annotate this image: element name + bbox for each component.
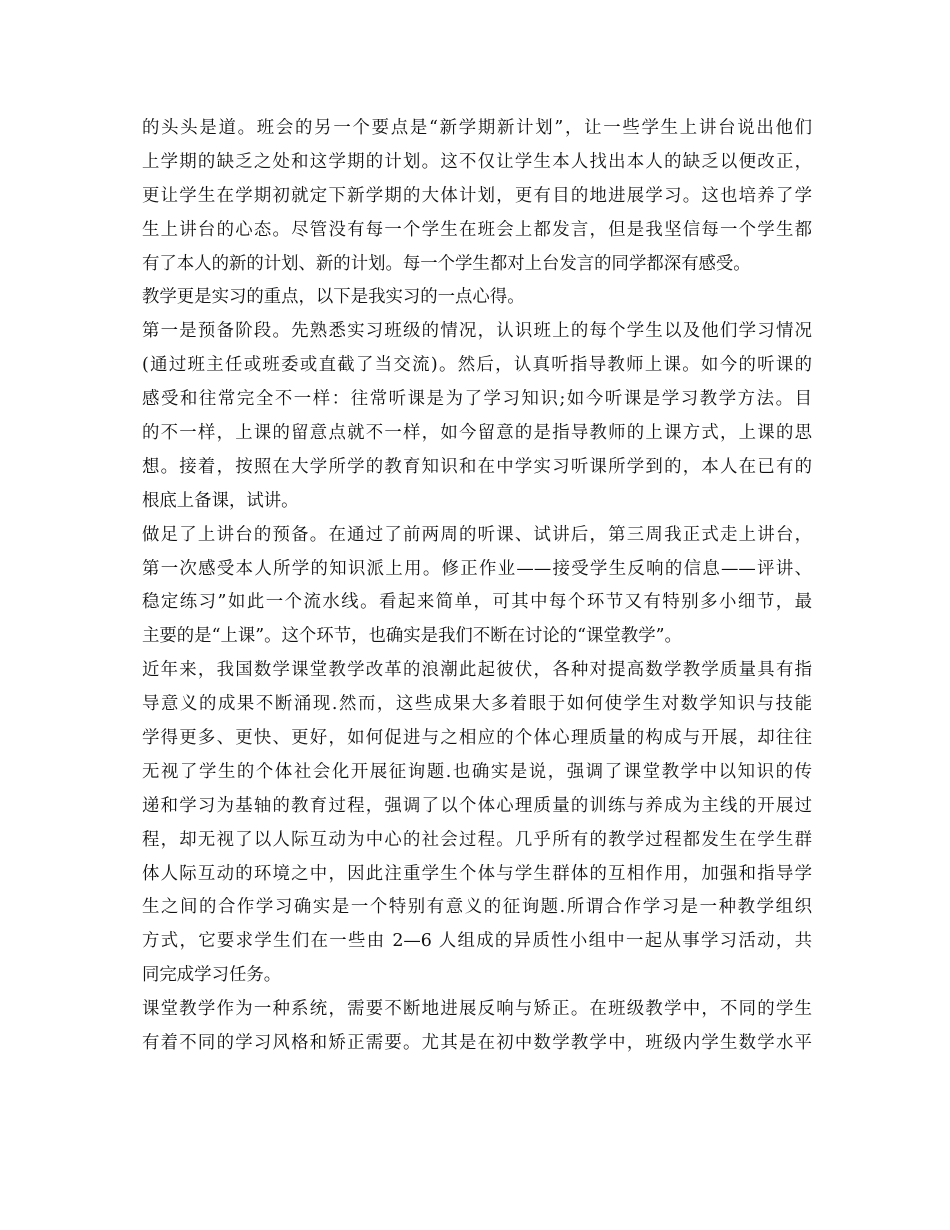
text-line: 稳定练习”如此一个流水线。看起来简单，可其中每个环节又有特别多小细节，最 xyxy=(142,592,812,613)
text-line: 的不一样，上课的留意点就不一样，如今留意的是指导教师的上课方式，上课的思 xyxy=(142,423,812,444)
text-line: 程，却无视了以人际互动为中心的社会过程。几乎所有的教学过程都发生在学生群 xyxy=(142,829,812,850)
text-line: 生上讲台的心态。尽管没有每一个学生在班会上都发言，但是我坚信每一个学生都 xyxy=(142,219,812,240)
text-line: 方式，它要求学生们在一些由 2—6 人组成的异质性小组中一起从事学习活动，共 xyxy=(142,931,812,952)
text-line: 同完成学习任务。 xyxy=(142,965,282,986)
text-line: 导意义的成果不断涌现.然而，这些成果大多着眼于如何使学生对数学知识与技能 xyxy=(142,694,812,715)
text-line: 感受和往常完全不一样：往常听课是为了学习知识;如今听课是学习教学方法。目 xyxy=(142,389,812,410)
text-line: 有着不同的学习风格和矫正需要。尤其是在初中数学教学中，班级内学生数学水平 xyxy=(142,1033,812,1054)
text-line: 上学期的缺乏之处和这学期的计划。这不仅让学生本人找出本人的缺乏以便改正， xyxy=(142,151,812,172)
text-line: 无视了学生的个体社会化开展征询题.也确实是说，强调了课堂教学中以知识的传 xyxy=(142,761,812,782)
text-line: 有了本人的新的计划、新的计划。每一个学生都对上台发言的同学都深有感受。 xyxy=(142,253,751,274)
text-line: 体人际互动的环境之中，因此注重学生个体与学生群体的互相作用，加强和指导学 xyxy=(142,863,812,884)
text-line: 第一次感受本人所学的知识派上用。修正作业——接受学生反响的信息——评讲、 xyxy=(142,558,812,579)
text-line: 主要的是“上课”。这个环节，也确实是我们不断在讨论的“课堂教学”。 xyxy=(142,626,682,647)
text-line: 近年来，我国数学课堂教学改革的浪潮此起彼伏，各种对提高数学教学质量具有指 xyxy=(142,660,812,681)
text-line: 递和学习为基轴的教育过程，强调了以个体心理质量的训练与养成为主线的开展过 xyxy=(142,795,812,816)
text-line: 学得更多、更快、更好，如何促进与之相应的个体心理质量的构成与开展，却往往 xyxy=(142,728,812,749)
text-line: 想。接着，按照在大学所学的教育知识和在中学实习听课所学到的，本人在已有的 xyxy=(142,456,812,477)
text-line: 的头头是道。班会的另一个要点是“新学期新计划”，让一些学生上讲台说出他们 xyxy=(142,118,812,138)
body-text xyxy=(142,112,812,1061)
text-line: 课堂教学作为一种系统，需要不断地进展反响与矫正。在班级教学中，不同的学生 xyxy=(142,999,812,1020)
text-line: 更让学生在学期初就定下新学期的大体计划，更有目的地进展学习。这也培养了学 xyxy=(142,185,812,206)
text-line: 做足了上讲台的预备。在通过了前两周的听课、试讲后，第三周我正式走上讲台， xyxy=(142,524,812,545)
text-line: (通过班主任或班委或直截了当交流)。然后，认真听指导教师上课。如今的听课的 xyxy=(142,355,812,376)
text-line: 教学更是实习的重点，以下是我实习的一点心得。 xyxy=(142,287,525,308)
text-line: 生之间的合作学习确实是一个特别有意义的征询题.所谓合作学习是一种教学组织 xyxy=(142,897,812,918)
text-line: 根底上备课，试讲。 xyxy=(142,490,299,511)
text-line: 第一是预备阶段。先熟悉实习班级的情况，认识班上的每个学生以及他们学习情况 xyxy=(142,321,812,342)
